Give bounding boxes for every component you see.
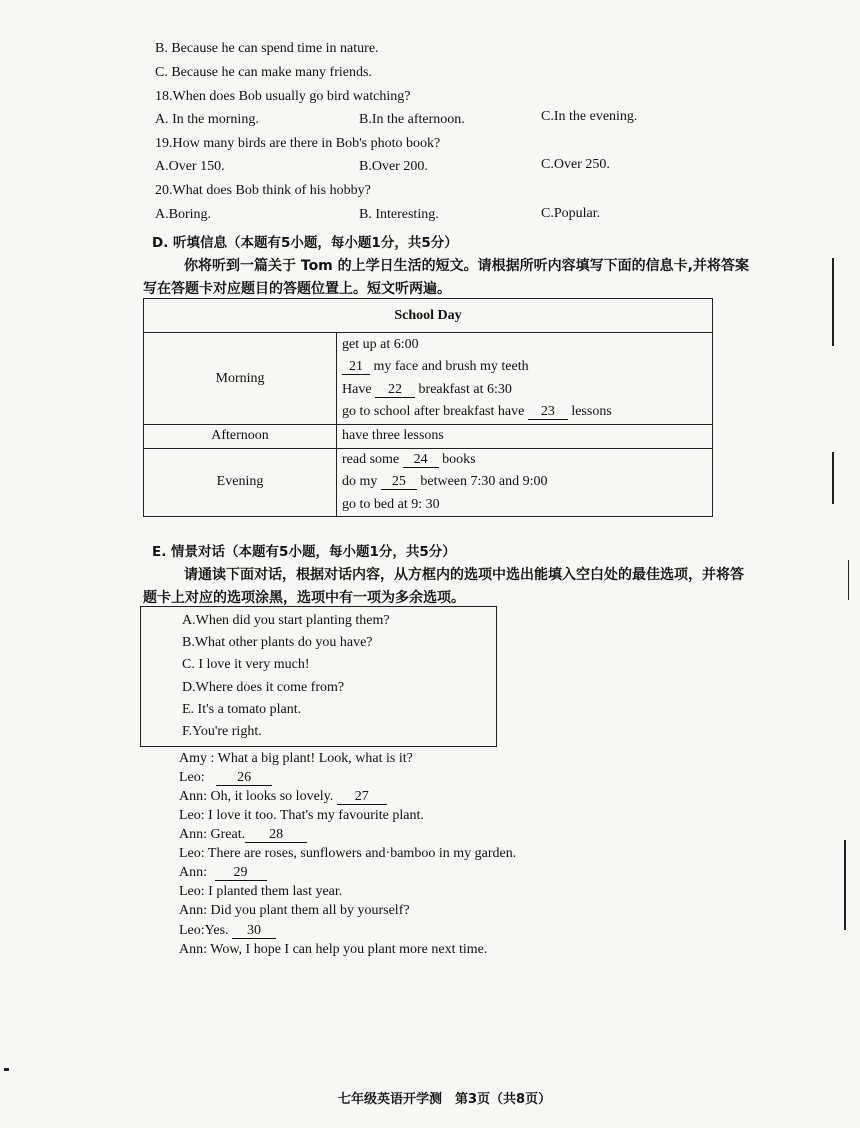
blank-30: 30 bbox=[232, 923, 276, 939]
evening-line-3: go to bed at 9: 30 bbox=[342, 496, 440, 512]
evening-line-2-pre: do my bbox=[342, 474, 381, 489]
blank-27: 27 bbox=[337, 789, 387, 805]
morning-cell bbox=[337, 333, 713, 425]
section-e-heading: E. 情景对话（本题有5小题，每小题1分，共5分） bbox=[152, 544, 456, 560]
q18-option-c: C.In the evening. bbox=[541, 109, 638, 124]
options-box bbox=[140, 606, 497, 747]
morning-line-4-post: lessons bbox=[567, 404, 612, 419]
blank-29: 29 bbox=[215, 865, 267, 881]
row-label-morning: Morning bbox=[144, 333, 337, 425]
q20-option-a: A.Boring. bbox=[155, 207, 211, 222]
blank-22: 22 bbox=[375, 382, 415, 398]
dialogue-line-9: Ann: Did you plant them all by yourself? bbox=[179, 903, 410, 918]
morning-line-2 bbox=[342, 356, 712, 379]
blank-28: 28 bbox=[245, 827, 307, 843]
q17-option-c: C. Because he can make many friends. bbox=[155, 65, 372, 80]
afternoon-line-1: have three lessons bbox=[342, 428, 444, 443]
evening-line-1 bbox=[342, 449, 712, 472]
morning-line-1: get up at 6:00 bbox=[342, 336, 419, 352]
section-d-instruction-2: 写在答题卡对应题目的答题位置上。短文听两遍。 bbox=[143, 281, 451, 297]
dialogue-line-10 bbox=[179, 922, 276, 940]
q20-option-b: B. Interesting. bbox=[359, 207, 439, 222]
morning-line-3-post: breakfast at 6:30 bbox=[415, 381, 512, 397]
row-label-afternoon: Afternoon bbox=[144, 425, 337, 449]
dialogue-line-10-text: Leo:Yes. bbox=[179, 923, 233, 938]
q19-question: 19.How many birds are there in Bob's photo book? bbox=[155, 136, 441, 151]
dialogue-line-7 bbox=[179, 864, 267, 882]
dialogue-line-5-text: Ann: Great. bbox=[179, 827, 246, 842]
evening-line-2-post: between 7:30 and 9:00 bbox=[416, 474, 548, 489]
section-e-instruction-2: 题卡上对应的选项涂黑，选项中有一项为多余选项。 bbox=[143, 590, 465, 606]
dialogue-line-6: Leo: There are roses, sunflowers and·bamboo in my garden. bbox=[179, 846, 517, 861]
page-footer: 七年级英语开学测 第3页（共8页） bbox=[338, 1092, 552, 1107]
evening-cell bbox=[337, 448, 713, 517]
dialogue-line-3-text: Ann: Oh, it looks so lovely. bbox=[179, 789, 337, 804]
blank-25: 25 bbox=[381, 474, 417, 490]
morning-line-2-text: my face and brush my teeth bbox=[370, 359, 529, 374]
blank-26: 26 bbox=[216, 770, 272, 786]
q18-option-b: B.In the afternoon. bbox=[359, 112, 465, 127]
q18-option-a: A. In the morning. bbox=[155, 112, 259, 127]
q18-question: 18.When does Bob usually go bird watching? bbox=[155, 89, 411, 104]
q19-option-a: A.Over 150. bbox=[155, 159, 225, 174]
option-c: C. I love it very much! bbox=[182, 657, 310, 672]
dialogue-line-3 bbox=[179, 788, 387, 806]
dialogue-line-2 bbox=[179, 769, 272, 787]
option-a: A.When did you start planting them? bbox=[182, 613, 390, 628]
table-title: School Day bbox=[144, 299, 713, 333]
dialogue-line-1: Amy : What a big plant! Look, what is it? bbox=[179, 751, 413, 766]
evening-line-1-post: books bbox=[438, 451, 476, 467]
morning-line-3 bbox=[342, 379, 712, 402]
dialogue-line-11: Ann: Wow, I hope I can help you plant more next time. bbox=[179, 942, 488, 957]
evening-line-2 bbox=[342, 471, 712, 494]
school-day-table bbox=[143, 298, 713, 517]
dialogue-line-2-speaker: Leo: bbox=[179, 770, 209, 785]
scan-mark bbox=[832, 452, 834, 504]
scan-mark bbox=[832, 258, 834, 346]
option-e: E. It's a tomato plant. bbox=[182, 702, 302, 717]
dialogue-line-8: Leo: I planted them last year. bbox=[179, 884, 343, 899]
morning-line-4 bbox=[342, 401, 712, 424]
dialogue-line-7-speaker: Ann: bbox=[179, 865, 211, 880]
scan-speck bbox=[4, 1068, 9, 1071]
dialogue-line-4: Leo: I love it too. That's my favourite plant. bbox=[179, 808, 424, 823]
option-d: D.Where does it come from? bbox=[182, 680, 345, 695]
dialogue-line-5 bbox=[179, 826, 307, 844]
blank-23: 23 bbox=[528, 404, 568, 420]
morning-line-4-pre: go to school after breakfast have bbox=[342, 404, 528, 419]
row-label-evening: Evening bbox=[144, 448, 337, 517]
scan-mark bbox=[848, 560, 849, 600]
morning-line-3-pre: Have bbox=[342, 381, 376, 397]
q20-question: 20.What does Bob think of his hobby? bbox=[155, 183, 371, 198]
q20-option-c: C.Popular. bbox=[541, 206, 601, 221]
q17-option-b: B. Because he can spend time in nature. bbox=[155, 41, 379, 56]
evening-line-1-pre: read some bbox=[342, 451, 403, 467]
afternoon-cell bbox=[337, 425, 713, 449]
section-d-instruction-1: 你将听到一篇关于 Tom 的上学日生活的短文。请根据所听内容填写下面的信息卡,并将答案 bbox=[184, 258, 749, 274]
option-b: B.What other plants do you have? bbox=[182, 635, 373, 650]
option-f: F.You're right. bbox=[182, 724, 262, 739]
q19-option-c: C.Over 250. bbox=[541, 157, 610, 172]
scan-mark bbox=[844, 840, 846, 930]
q19-option-b: B.Over 200. bbox=[359, 159, 428, 174]
blank-21: 21 bbox=[342, 359, 370, 375]
section-e-instruction-1: 请通读下面对话，根据对话内容，从方框内的选项中选出能填入空白处的最佳选项，并将答 bbox=[184, 567, 744, 583]
section-d-heading: D. 听填信息（本题有5小题，每小题1分，共5分） bbox=[152, 235, 458, 251]
blank-24: 24 bbox=[403, 452, 439, 468]
